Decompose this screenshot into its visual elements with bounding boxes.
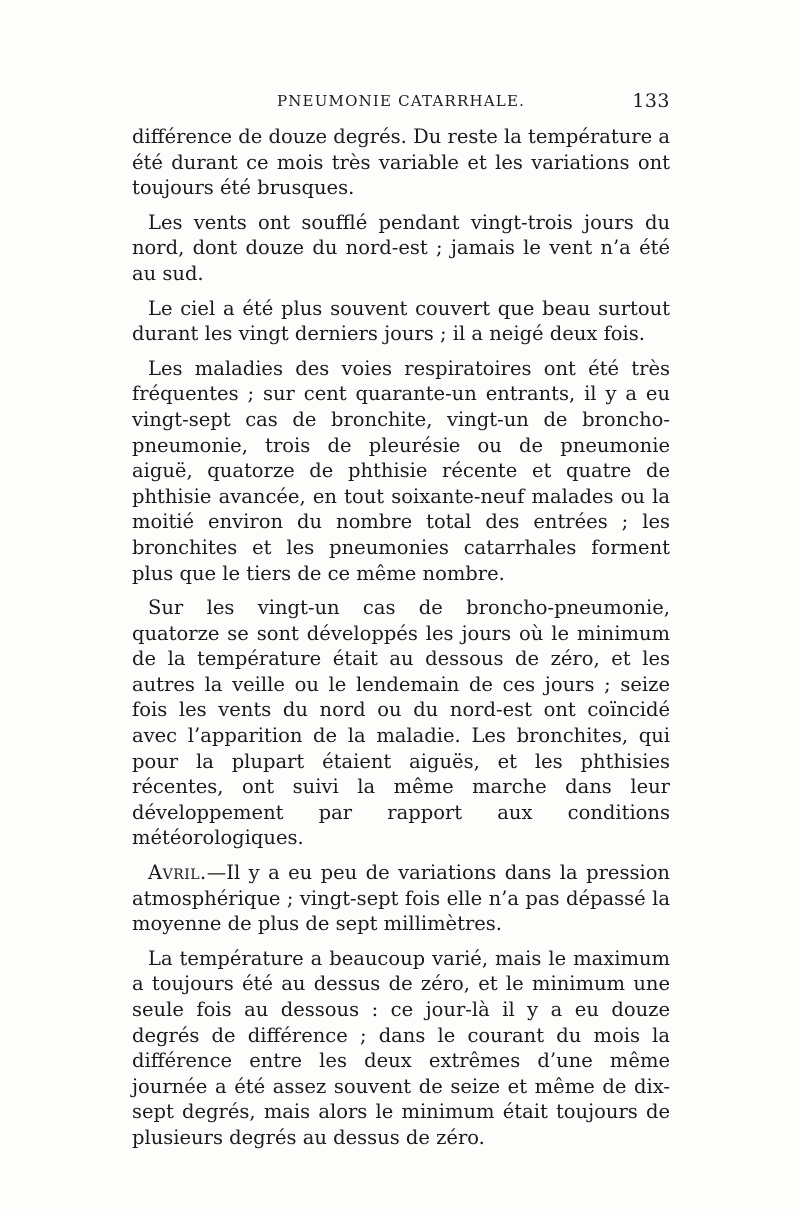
paragraph-6 — [132, 860, 670, 937]
paragraph-2: Les vents ont soufflé pendant vingt-trois jours du nord, dont douze du nord-est ; jamais le vent n’a été au sud. — [132, 210, 670, 285]
paragraph-1: différence de douze degrés. Du reste la température a été durant ce mois très variable et les variations ont toujours été brusques. — [132, 125, 670, 200]
paragraph-7: La température a beaucoup varié, mais le maximum a toujours été au dessus de zéro, et le minimum une seule fois au dessous : ce jour-là il y a eu douze degrés de différence ; dans le courant du mois la différence entre les deux extrêmes d’une même journée a été assez souvent de seize et même de dix-sept degrés, mais alors le minimum était toujours de plusieurs degrés au dessus de zéro. — [132, 946, 670, 1149]
paragraph-3: Le ciel a été plus souvent couvert que beau surtout durant les vingt derniers jours ; il a neigé deux fois. — [132, 296, 670, 346]
paragraph-6-text: —Il y a eu peu de variations dans la pression atmosphérique ; vingt-sept fois elle n’a pas dépassé la moyenne de plus de sept millimètres. — [132, 861, 670, 936]
paragraph-5: Sur les vingt-un cas de broncho-pneumonie, quatorze se sont développés les jours où le minimum de la température était au dessous de zéro, et les autres la veille ou le lendemain de ces jours ; seize fois les vents du nord ou du nord-est ont coïncidé avec l’apparition de la maladie. Les bronchites, qui pour la plupart étaient aiguës, et les phthisies récentes, ont suivi la même marche dans leur développement par rapport aux conditions météorologiques. — [132, 596, 670, 850]
running-title: PNEUMONIE CATARRHALE. — [276, 92, 526, 110]
body-text — [132, 124, 670, 1160]
running-head — [132, 92, 670, 118]
page-number: 133 — [632, 90, 670, 112]
month-heading-avril: Avril. — [148, 861, 207, 885]
paragraph-4: Les maladies des voies respiratoires ont été très fréquentes ; sur cent quarante-un entrants, il y a eu vingt-sept cas de bronchite, vingt-un de broncho-pneumonie, trois de pleurésie ou de pneumonie aiguë, quatorze de phthisie récente et quatre de phthisie avancée, en tout soixante-neuf malades ou la moitié environ du nombre total des entrées ; les bronchites et les pneumonies catarrhales forment plus que le tiers de ce même nombre. — [132, 356, 670, 585]
